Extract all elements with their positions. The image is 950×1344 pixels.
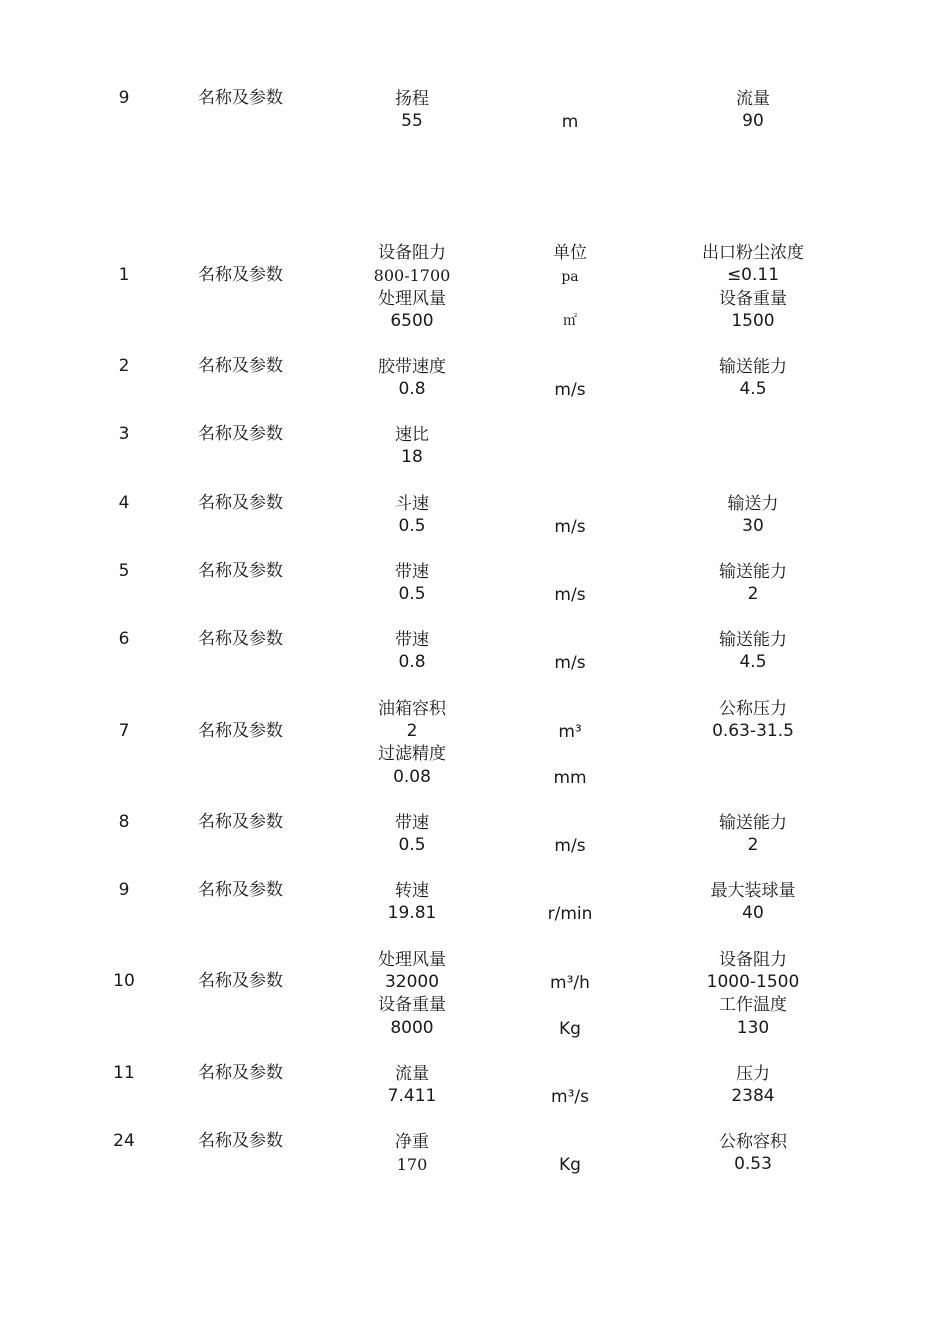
param1b-value: 8000 xyxy=(390,1018,434,1038)
row-number: 1 xyxy=(118,265,130,285)
param2-name: 输送能力 xyxy=(719,813,787,833)
param1-name: 扬程 xyxy=(395,89,429,109)
param2-value: 0.63-31.5 xyxy=(712,721,794,741)
param1-value: 18 xyxy=(401,447,423,467)
unit: m xyxy=(561,112,579,132)
param1-name: 速比 xyxy=(395,425,429,445)
row-number: 10 xyxy=(113,971,135,991)
param2-name: 输送能力 xyxy=(719,357,787,377)
param2-name: 流量 xyxy=(736,89,770,109)
param1-value: 2 xyxy=(406,721,418,741)
param1-name: 转速 xyxy=(395,881,429,901)
unit: m³ xyxy=(558,722,582,742)
param1-value: 0.8 xyxy=(398,379,426,399)
param2-value: 30 xyxy=(742,516,764,536)
param1-name: 油箱容积 xyxy=(378,699,446,719)
row-label: 名称及参数 xyxy=(198,88,283,108)
param1-value: 0.8 xyxy=(398,652,426,672)
param1-name: 斗速 xyxy=(395,494,429,514)
unit-header: 单位 xyxy=(553,243,587,263)
param1-name: 带速 xyxy=(395,813,429,833)
param2-value: 40 xyxy=(742,903,764,923)
param1-value: 55 xyxy=(401,111,423,131)
param1-value: 0.5 xyxy=(398,516,426,536)
unit: m³/s xyxy=(551,1087,589,1107)
param1-name: 流量 xyxy=(395,1064,429,1084)
param1-name: 设备阻力 xyxy=(378,243,446,263)
row-label: 名称及参数 xyxy=(198,1063,283,1083)
param2-name: 输送能力 xyxy=(719,630,787,650)
param1b-value: 0.08 xyxy=(393,767,431,787)
param2b-value: 130 xyxy=(736,1018,770,1038)
unit: m/s xyxy=(554,653,586,673)
param2-value: ≤0.11 xyxy=(726,265,780,285)
unit-b: Kg xyxy=(559,1019,581,1039)
param1b-value: 6500 xyxy=(390,311,434,331)
row-number: 5 xyxy=(118,561,130,581)
param1-value: 0.5 xyxy=(398,584,426,604)
row-number: 9 xyxy=(118,88,130,108)
param2-value: 2384 xyxy=(731,1086,775,1106)
param2-name: 输送力 xyxy=(727,494,779,514)
unit: m/s xyxy=(554,585,586,605)
unit: m/s xyxy=(554,517,586,537)
param1-value: 800-1700 xyxy=(373,266,451,285)
row-label: 名称及参数 xyxy=(198,493,283,513)
param1b-name: 处理风量 xyxy=(378,289,446,309)
unit: pa xyxy=(561,269,579,285)
param2b-value: 1500 xyxy=(731,311,775,331)
row-number: 11 xyxy=(113,1063,135,1083)
param1-value: 7.411 xyxy=(387,1086,437,1106)
row-label: 名称及参数 xyxy=(198,561,283,581)
param1-name: 处理风量 xyxy=(378,950,446,970)
param1-value: 0.5 xyxy=(398,835,426,855)
param1-name: 胶带速度 xyxy=(378,357,446,377)
row-label: 名称及参数 xyxy=(198,424,283,444)
param2b-name: 设备重量 xyxy=(719,289,787,309)
param1-name: 净重 xyxy=(395,1132,429,1152)
unit-b: mm xyxy=(553,768,587,788)
row-label: 名称及参数 xyxy=(198,265,283,285)
param1-value: 32000 xyxy=(384,972,440,992)
param2-value: 0.53 xyxy=(734,1154,772,1174)
param2-name: 设备阻力 xyxy=(719,950,787,970)
unit: m/s xyxy=(554,380,586,400)
row-label: 名称及参数 xyxy=(198,1131,283,1151)
unit: m/s xyxy=(554,836,586,856)
unit: r/min xyxy=(547,904,593,924)
row-label: 名称及参数 xyxy=(198,629,283,649)
param1b-name: 设备重量 xyxy=(378,995,446,1015)
row-number: 2 xyxy=(118,356,130,376)
param2-name: 最大装球量 xyxy=(710,881,796,901)
row-number: 8 xyxy=(118,812,130,832)
param1-name: 带速 xyxy=(395,630,429,650)
unit-b: ㎡ xyxy=(563,313,577,329)
param2-name: 出口粉尘浓度 xyxy=(702,243,804,263)
param2-value: 4.5 xyxy=(739,652,767,672)
param2-name: 公称压力 xyxy=(719,699,787,719)
row-number: 3 xyxy=(118,424,130,444)
param2-value: 4.5 xyxy=(739,379,767,399)
param2-name: 输送能力 xyxy=(719,562,787,582)
param1-name: 带速 xyxy=(395,562,429,582)
unit: Kg xyxy=(559,1155,581,1175)
row-number: 9 xyxy=(118,880,130,900)
param1-value: 19.81 xyxy=(387,903,437,923)
param2-value: 90 xyxy=(742,111,764,131)
row-label: 名称及参数 xyxy=(198,971,283,991)
param2-name: 公称容积 xyxy=(719,1132,787,1152)
param2-name: 压力 xyxy=(736,1064,770,1084)
param2b-name: 工作温度 xyxy=(719,995,787,1015)
param2-value: 2 xyxy=(747,584,759,604)
row-number: 24 xyxy=(113,1131,135,1151)
param1-value: 170 xyxy=(396,1155,428,1174)
row-label: 名称及参数 xyxy=(198,356,283,376)
row-label: 名称及参数 xyxy=(198,880,283,900)
param2-value: 2 xyxy=(747,835,759,855)
row-number: 6 xyxy=(118,629,130,649)
param1b-name: 过滤精度 xyxy=(378,744,446,764)
unit: m³/h xyxy=(550,973,590,993)
row-label: 名称及参数 xyxy=(198,812,283,832)
row-number: 7 xyxy=(118,721,130,741)
param2-value: 1000-1500 xyxy=(706,972,800,992)
row-label: 名称及参数 xyxy=(198,721,283,741)
row-number: 4 xyxy=(118,493,130,513)
